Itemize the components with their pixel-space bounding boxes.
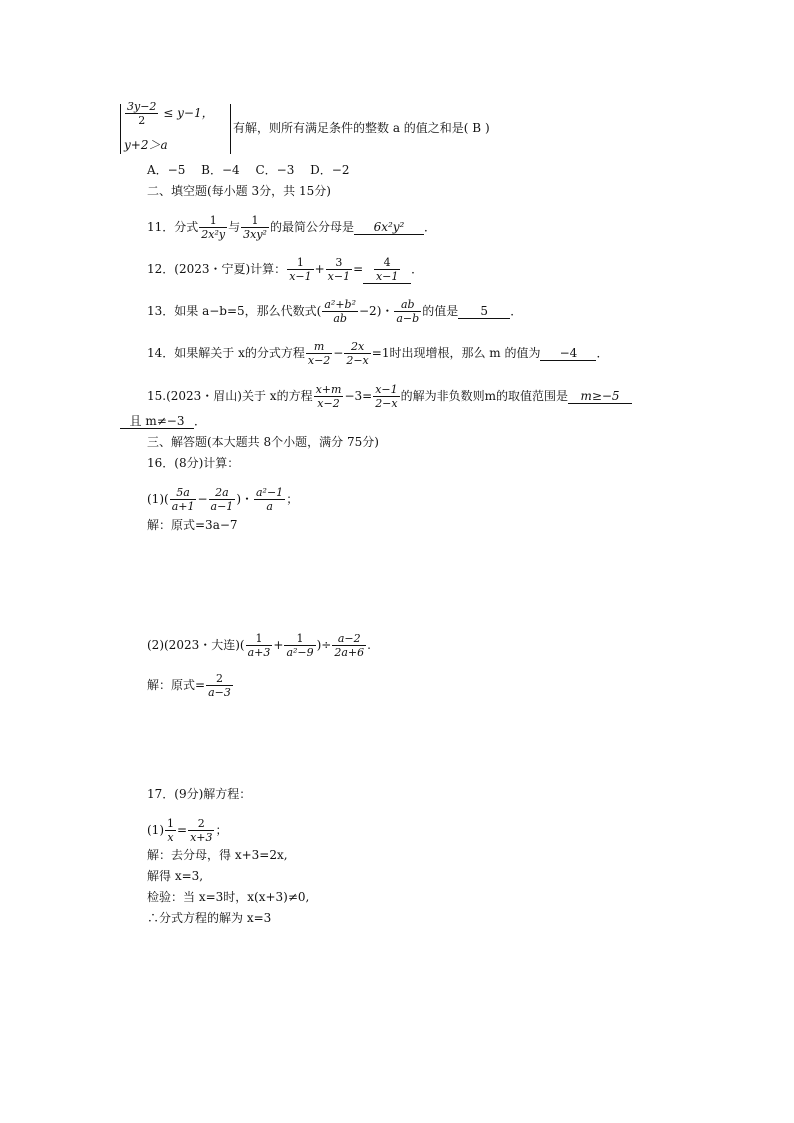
q16-part-1-solution: 解：原式=3a−7 (147, 518, 238, 532)
fraction: $\frac{ab}{a-b}$ (396, 298, 420, 325)
fraction: $\frac{1}{x}$ (167, 817, 174, 844)
fraction: $\frac{2}{x+3}$ (190, 817, 213, 844)
q10-stem: 有解，则所有满足条件的整数 a 的值之和是( B ) (233, 121, 490, 135)
fraction: $\frac{1}{\text{3xy²}}$ (243, 214, 267, 241)
fraction: $\frac{3}{x-1}$ (327, 256, 351, 283)
q13-answer: 5 (458, 304, 510, 319)
question-11: 11．分式 $\frac{1}{\text{2x²y}}$ 与 $\frac{1}{\text{3xy²}}$ 的最简公分母是 6x²y² ． (147, 214, 436, 241)
q16-part-1: (1)( $\frac{5a}{a+1}$ − $\frac{2a}{a-1}$ )・ $\frac{\text{a²−1}}{a}$ ； (147, 486, 299, 513)
question-13: 13．如果 a−b=5，那么代数式( $\frac{\text{a²+b²}}{ab}$ −2)・ $\frac{ab}{a-b}$ 的值是 5 ． (147, 298, 523, 325)
system-brace (120, 104, 121, 154)
q17-solution-step-3: 检验：当 x=3时，x(x+3)≠0, (147, 890, 310, 904)
section-3-heading: 三、解答题(本大题共 8个小题，满分 75分) (147, 435, 379, 449)
inequality-system (120, 100, 230, 156)
q16-title: 16．(8分)计算： (147, 456, 240, 470)
fraction: $\frac{2}{a-3}$ (208, 672, 231, 699)
fraction: $\frac{5a}{a+1}$ (171, 486, 195, 513)
fraction: $\frac{x-1}{2-x}$ (375, 383, 398, 410)
q17-title: 17．(9分)解方程： (147, 787, 252, 801)
q14-answer: −4 (540, 346, 596, 361)
question-15: 15.(2023・眉山)关于 x的方程 $\frac{x+m}{x-2}$ −3= $\frac{x-1}{2-x}$ 的解为非负数则m的取值范围是 m≥−5 (147, 383, 632, 410)
fraction: $\frac{m}{x-2}$ (307, 340, 331, 367)
fraction: $\frac{\text{a²−1}}{a}$ (256, 486, 284, 513)
q16-part-2: (2)(2023・大连)( $\frac{1}{a+3}$ + $\frac{1}{\text{a²−9}}$ )÷ $\frac{a-2}{2a+6}$ . (147, 632, 371, 659)
q12-answer (363, 256, 411, 284)
fraction: $\frac{1}{\text{a²−9}}$ (286, 632, 314, 659)
fraction: $\frac{2x}{2-x}$ (346, 340, 369, 367)
q17-solution-step-4: ∴分式方程的解为 x=3 (147, 911, 272, 925)
system-row-2: y+2＞a (124, 138, 168, 152)
fraction: $\frac{4}{x-1}$ (375, 256, 399, 283)
section-2-heading: 二、填空题(每小题 3分，共 15分) (147, 184, 331, 198)
q15-answer-part-2: 且 m≠−3 (120, 414, 194, 429)
system-right-bar (230, 104, 231, 154)
question-14: 14．如果解关于 x的分式方程 $\frac{m}{x-2}$ − $\frac{2x}{2-x}$ =1时出现增根，那么 m 的值为 −4 ． (147, 340, 609, 367)
q17-solution-step-1: 解：去分母，得 x+3=2x, (147, 848, 288, 862)
fraction: $\frac{1}{a+3}$ (247, 632, 271, 659)
fraction: $\frac{1}{\text{2x²y}}$ (201, 214, 226, 241)
question-15-continued: 且 m≠−3 ． (120, 414, 206, 429)
q10-options: A．−5 B．−4 C．−3 D．−2 (147, 163, 350, 177)
q16-part-2-solution: 解：原式= $\frac{2}{a-3}$ (147, 672, 231, 699)
q10-answer: B (472, 121, 482, 135)
system-row-1: $\frac{3y-2}{2}$ ≤ y−1， (127, 100, 214, 127)
fraction: $\frac{x+m}{x-2}$ (315, 383, 342, 410)
q17-part-1: (1) $\frac{1}{x}$ = $\frac{2}{x+3}$ ； (147, 817, 228, 844)
fraction: $\frac{\text{a²+b²}}{ab}$ (324, 298, 356, 325)
fraction: $\frac{1}{x-1}$ (289, 256, 312, 283)
fraction: $\frac{3y-2}{2}$ (127, 100, 157, 127)
question-12: 12．(2023・宁夏)计算： $\frac{1}{x-1}$ + $\frac{3}{x-1}$ = $\frac{4}{x-1}$ ． (147, 256, 424, 283)
q11-answer: 6x²y² (354, 220, 424, 235)
fraction: $\frac{2a}{a-1}$ (210, 486, 234, 513)
q17-solution-step-2: 解得 x=3, (147, 869, 204, 883)
fraction: $\frac{a-2}{2a+6}$ (334, 632, 365, 659)
q15-answer-part-1: m≥−5 (568, 389, 632, 404)
